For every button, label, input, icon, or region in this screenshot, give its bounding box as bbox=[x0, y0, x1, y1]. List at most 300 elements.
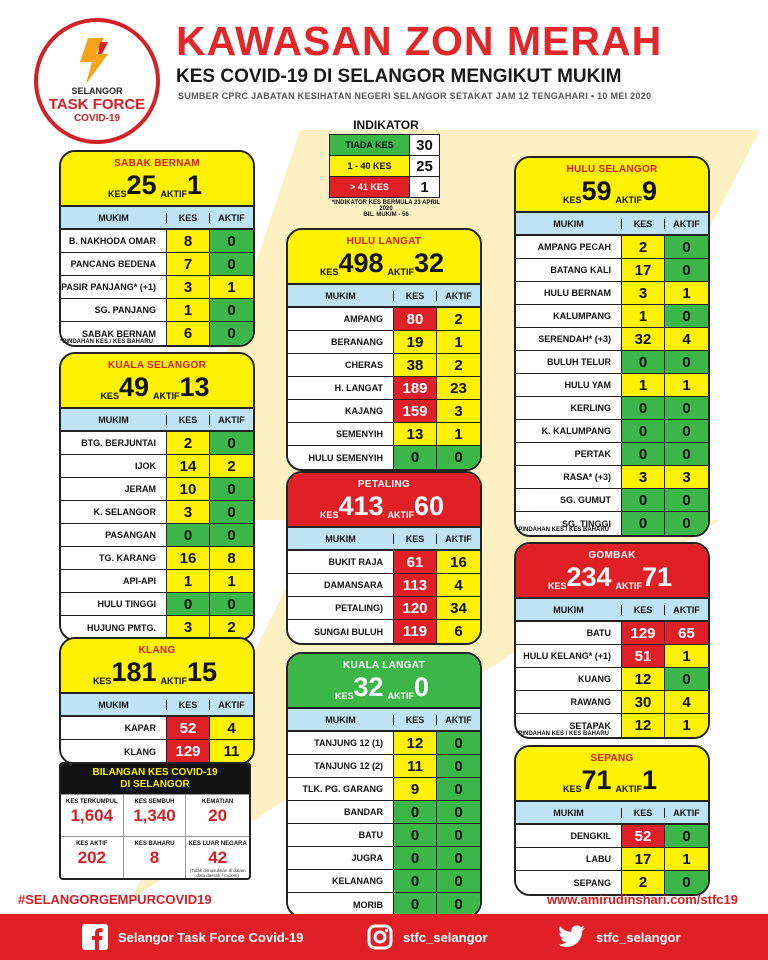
table-row bbox=[61, 253, 253, 276]
kes-value: 113 bbox=[393, 574, 436, 596]
note-hulu-selangor: *PINDAHAN KES / KES BAHARU bbox=[516, 527, 610, 533]
kes-value: 52 bbox=[166, 717, 209, 739]
aktif-value: 0 bbox=[436, 778, 480, 800]
column-header-row bbox=[288, 285, 480, 308]
col-aktif: AKTIF bbox=[664, 605, 708, 615]
aktif-label: AKTIF bbox=[615, 784, 643, 794]
district-aktif: 0 bbox=[414, 672, 430, 702]
kes-label: KES bbox=[100, 391, 119, 401]
district-name: SABAK BERNAM bbox=[114, 158, 200, 169]
aktif-value: 0 bbox=[209, 501, 253, 523]
district-totals bbox=[288, 673, 480, 701]
kes-value: 52 bbox=[621, 825, 664, 847]
district-header bbox=[288, 473, 480, 528]
indicator-value: 1 bbox=[410, 177, 440, 198]
table-row bbox=[61, 299, 253, 322]
district-panel-kuala-selangor bbox=[59, 352, 255, 641]
table-row bbox=[288, 620, 480, 643]
mukim-name: HULU KELANG* (+1) bbox=[523, 651, 611, 661]
logo-line1: SELANGOR bbox=[71, 86, 123, 96]
mukim-name: SG. GUMUT bbox=[560, 495, 611, 505]
district-kes: 181 bbox=[111, 657, 157, 687]
district-header bbox=[288, 654, 480, 709]
district-panel-klang bbox=[59, 637, 255, 765]
stat-cell bbox=[61, 794, 124, 836]
kes-value: 6 bbox=[166, 322, 209, 345]
table-row bbox=[61, 524, 253, 547]
aktif-value: 0 bbox=[209, 524, 253, 546]
district-aktif: 9 bbox=[642, 176, 658, 206]
table-row bbox=[288, 732, 480, 755]
col-kes: KES bbox=[166, 213, 209, 223]
aktif-value: 0 bbox=[436, 732, 480, 754]
table-row bbox=[288, 870, 480, 893]
col-kes: KES bbox=[393, 715, 436, 725]
mukim-name: KLANG bbox=[124, 746, 156, 757]
kes-label: KES bbox=[319, 267, 339, 277]
table-row bbox=[516, 259, 708, 282]
district-aktif: 71 bbox=[642, 562, 673, 592]
table-row bbox=[288, 801, 480, 824]
kes-value: 80 bbox=[393, 308, 436, 330]
table-row bbox=[288, 308, 480, 331]
aktif-value: 3 bbox=[436, 400, 480, 422]
mukim-name: HULU SEMENYIH bbox=[308, 452, 383, 463]
column-header-row bbox=[288, 528, 480, 551]
mukim-name: BATU bbox=[358, 830, 383, 840]
stat-value: 8 bbox=[149, 848, 160, 867]
aktif-label: AKTIF bbox=[387, 691, 415, 701]
kes-value: 0 bbox=[393, 893, 436, 916]
table-row bbox=[516, 691, 708, 714]
stat-value: 202 bbox=[77, 848, 107, 867]
stat-label: KES BAHARU bbox=[134, 841, 175, 847]
aktif-value: 1 bbox=[436, 331, 480, 353]
indicator-value: 30 bbox=[410, 135, 440, 156]
col-kes: KES bbox=[621, 605, 664, 615]
kes-value: 3 bbox=[166, 616, 209, 639]
aktif-label: AKTIF bbox=[387, 510, 415, 520]
col-mukim: MUKIM bbox=[553, 218, 584, 229]
kes-value: 3 bbox=[621, 282, 664, 304]
kes-value: 12 bbox=[621, 714, 664, 737]
district-panel-gombak bbox=[514, 542, 710, 739]
kes-value: 10 bbox=[166, 478, 209, 500]
table-row bbox=[288, 597, 480, 620]
aktif-value: 0 bbox=[436, 755, 480, 777]
aktif-value: 11 bbox=[209, 740, 253, 763]
aktif-value: 0 bbox=[209, 432, 253, 454]
table-row bbox=[516, 282, 708, 305]
table-row bbox=[516, 466, 708, 489]
indicator-row bbox=[330, 177, 440, 198]
mukim-name: SEPANG bbox=[573, 877, 611, 888]
aktif-value: 0 bbox=[209, 593, 253, 615]
col-kes: KES bbox=[166, 700, 209, 710]
aktif-value: 0 bbox=[209, 230, 253, 252]
kes-value: 3 bbox=[166, 276, 209, 298]
column-header-row bbox=[516, 802, 708, 825]
district-name: KUALA SELANGOR bbox=[107, 360, 207, 371]
col-aktif: AKTIF bbox=[436, 715, 480, 725]
district-kes: 25 bbox=[126, 170, 157, 200]
indicator-row bbox=[330, 135, 440, 156]
kes-value: 0 bbox=[621, 443, 664, 465]
mukim-name: TANJUNG 12 (2) bbox=[314, 761, 383, 771]
mukim-name: SERENDAH* (+3) bbox=[538, 334, 611, 344]
aktif-value: 4 bbox=[209, 717, 253, 739]
column-header-row bbox=[61, 207, 253, 230]
facebook-icon bbox=[82, 924, 108, 950]
mukim-name: SABAK BERNAM bbox=[82, 328, 156, 339]
stats-box bbox=[59, 762, 251, 880]
mukim-name: BUKIT RAJA bbox=[328, 557, 383, 567]
table-row bbox=[61, 740, 253, 763]
aktif-value: 0 bbox=[664, 489, 708, 511]
stat-label: KES TERKUMPUL bbox=[65, 799, 118, 805]
mukim-name: JUGRA bbox=[351, 853, 383, 863]
stat-value: 42 bbox=[208, 848, 228, 867]
indicator-note: *INDIKATOR KES BERMULA 23 APRIL 2020 BIL. MUKIM - 56 bbox=[331, 200, 441, 218]
aktif-value: 1 bbox=[209, 276, 253, 298]
aktif-value: 2 bbox=[436, 308, 480, 330]
aktif-value: 16 bbox=[436, 551, 480, 573]
district-header bbox=[516, 158, 708, 213]
district-panel-hulu-selangor bbox=[514, 156, 710, 537]
mukim-name: TLK. PG. GARANG bbox=[302, 784, 383, 794]
page-title: KAWASAN ZON MERAH bbox=[176, 18, 663, 64]
stat-value: 1,604 bbox=[70, 806, 114, 825]
district-totals bbox=[516, 177, 708, 205]
mukim-name: BULUH TELUR bbox=[547, 357, 611, 367]
aktif-value: 0 bbox=[664, 397, 708, 419]
mukim-name: LABU bbox=[586, 854, 611, 864]
mukim-name: SETAPAK bbox=[569, 720, 611, 731]
district-kes: 59 bbox=[581, 176, 612, 206]
table-row bbox=[516, 848, 708, 871]
table-row bbox=[61, 432, 253, 455]
district-aktif: 1 bbox=[642, 765, 658, 795]
district-kes: 413 bbox=[338, 491, 384, 521]
column-header-row bbox=[288, 709, 480, 732]
aktif-value: 2 bbox=[209, 455, 253, 477]
mukim-name: TANJUNG 12 (1) bbox=[314, 738, 383, 748]
col-aktif: AKTIF bbox=[209, 700, 253, 710]
mukim-name: B. NAKHODA OMAR bbox=[68, 236, 156, 246]
mukim-name: SUNGAI BULUH bbox=[314, 626, 383, 637]
kes-value: 2 bbox=[621, 236, 664, 258]
table-row bbox=[61, 547, 253, 570]
table-row bbox=[516, 420, 708, 443]
stat-cell bbox=[186, 836, 249, 880]
district-totals bbox=[61, 658, 253, 686]
indicator-row bbox=[330, 156, 440, 177]
aktif-value: 0 bbox=[436, 847, 480, 869]
mukim-name: KELANANG bbox=[332, 876, 383, 886]
aktif-value: 8 bbox=[209, 547, 253, 569]
mukim-name: TG. KARANG bbox=[99, 553, 156, 563]
district-header bbox=[61, 354, 253, 409]
kes-value: 3 bbox=[166, 501, 209, 523]
aktif-value: 0 bbox=[664, 305, 708, 327]
district-header bbox=[516, 747, 708, 802]
table-row bbox=[516, 305, 708, 328]
kes-value: 0 bbox=[166, 593, 209, 615]
table-row bbox=[61, 570, 253, 593]
col-mukim: MUKIM bbox=[553, 604, 584, 615]
aktif-value: 0 bbox=[436, 801, 480, 823]
col-mukim: MUKIM bbox=[553, 807, 584, 818]
website-link[interactable]: www.amirudinshari.com/stfc19 bbox=[547, 892, 738, 907]
district-totals bbox=[516, 563, 708, 591]
mukim-name: CHERAS bbox=[344, 360, 383, 370]
instagram-icon bbox=[367, 924, 393, 950]
district-totals bbox=[61, 373, 253, 401]
district-aktif: 60 bbox=[414, 491, 445, 521]
kes-value: 0 bbox=[621, 351, 664, 373]
district-panel-kuala-langat bbox=[286, 652, 482, 918]
stats-title: BILANGAN KES COVID-19 DI SELANGOR bbox=[61, 764, 249, 794]
table-row bbox=[516, 622, 708, 645]
aktif-value: 0 bbox=[209, 253, 253, 275]
stat-label: KEMATIAN bbox=[202, 799, 234, 805]
kes-label: KES bbox=[319, 510, 339, 520]
district-header bbox=[61, 152, 253, 207]
mukim-name: KERLING bbox=[570, 403, 611, 413]
kes-value: 1 bbox=[166, 570, 209, 592]
column-header-row bbox=[516, 599, 708, 622]
logo-line3: COVID-19 bbox=[73, 113, 121, 124]
table-row bbox=[516, 489, 708, 512]
aktif-value: 2 bbox=[209, 616, 253, 639]
aktif-value: 0 bbox=[664, 351, 708, 373]
logo-line2: TASK FORCE bbox=[48, 96, 146, 113]
aktif-value: 4 bbox=[664, 691, 708, 713]
mukim-name: KUANG bbox=[578, 674, 611, 684]
col-kes: KES bbox=[393, 534, 436, 544]
district-totals bbox=[288, 249, 480, 277]
mukim-name: H. LANGAT bbox=[334, 383, 383, 393]
district-panel-sabak-bernam bbox=[59, 150, 255, 347]
kes-value: 129 bbox=[166, 740, 209, 763]
col-aktif: AKTIF bbox=[209, 415, 253, 425]
kes-value: 189 bbox=[393, 377, 436, 399]
kes-value: 12 bbox=[393, 732, 436, 754]
kes-value: 51 bbox=[621, 645, 664, 667]
aktif-value: 1 bbox=[664, 714, 708, 737]
table-row bbox=[288, 354, 480, 377]
aktif-value: 6 bbox=[436, 620, 480, 643]
table-row bbox=[61, 616, 253, 639]
twitter-link[interactable]: stfc_selangor bbox=[558, 924, 681, 950]
table-row bbox=[61, 276, 253, 299]
district-name: GOMBAK bbox=[588, 550, 636, 561]
kes-value: 159 bbox=[393, 400, 436, 422]
table-row bbox=[288, 755, 480, 778]
col-mukim: MUKIM bbox=[98, 212, 129, 223]
district-name: KLANG bbox=[138, 645, 176, 656]
district-header bbox=[516, 544, 708, 599]
kes-label: KES bbox=[334, 691, 354, 701]
aktif-value: 23 bbox=[436, 377, 480, 399]
aktif-value: 0 bbox=[436, 824, 480, 846]
kes-value: 11 bbox=[393, 755, 436, 777]
kes-label: KES bbox=[107, 189, 127, 199]
table-row bbox=[288, 824, 480, 847]
district-header bbox=[61, 639, 253, 694]
column-header-row bbox=[516, 213, 708, 236]
stat-value: 20 bbox=[208, 806, 228, 825]
kes-value: 0 bbox=[621, 420, 664, 442]
aktif-label: AKTIF bbox=[615, 581, 643, 591]
mukim-name: BTG. BERJUNTAI bbox=[81, 438, 156, 448]
district-aktif: 1 bbox=[187, 170, 203, 200]
table-row bbox=[288, 377, 480, 400]
aktif-value: 0 bbox=[436, 893, 480, 916]
table-row bbox=[288, 551, 480, 574]
kes-value: 0 bbox=[393, 824, 436, 846]
table-row bbox=[288, 331, 480, 354]
aktif-value: 3 bbox=[664, 466, 708, 488]
mukim-name: PETALING) bbox=[335, 603, 383, 613]
mukim-name: HULU YAM bbox=[564, 380, 611, 390]
aktif-label: AKTIF bbox=[387, 267, 415, 277]
bolt-icon bbox=[78, 38, 116, 84]
kes-value: 129 bbox=[621, 622, 664, 644]
aktif-value: 0 bbox=[664, 443, 708, 465]
aktif-value: 0 bbox=[436, 446, 480, 469]
kes-value: 16 bbox=[166, 547, 209, 569]
table-row bbox=[516, 825, 708, 848]
district-kes: 71 bbox=[581, 765, 612, 795]
mukim-name: HULU BERNAM bbox=[544, 288, 611, 298]
district-aktif: 15 bbox=[187, 657, 218, 687]
table-row bbox=[516, 871, 708, 894]
kes-label: KES bbox=[547, 581, 567, 591]
mukim-name: RAWANG bbox=[570, 697, 611, 707]
table-row bbox=[288, 446, 480, 469]
kes-value: 17 bbox=[621, 259, 664, 281]
mukim-name: KAJANG bbox=[344, 406, 383, 416]
facebook-link[interactable]: Selangor Task Force Covid-19 bbox=[82, 924, 303, 950]
mukim-name: JERAM bbox=[124, 484, 156, 494]
mukim-name: PASIR PANJANG* (+1) bbox=[61, 282, 156, 292]
district-aktif: 32 bbox=[414, 248, 445, 278]
mukim-name: RASA* (+3) bbox=[563, 472, 611, 482]
table-row bbox=[288, 893, 480, 916]
kes-label: KES bbox=[92, 676, 112, 686]
instagram-link[interactable]: stfc_selangor bbox=[367, 924, 488, 950]
mukim-name: KAPAR bbox=[124, 723, 156, 733]
aktif-value: 0 bbox=[664, 236, 708, 258]
note-sabak-bernam: *PINDAHAN KES / KES BAHARU bbox=[60, 339, 154, 345]
district-name: HULU LANGAT bbox=[346, 236, 422, 247]
aktif-value: 4 bbox=[664, 328, 708, 350]
page-subtitle: KES COVID-19 DI SELANGOR MENGIKUT MUKIM bbox=[176, 66, 622, 87]
district-kes: 49 bbox=[118, 372, 149, 402]
mukim-name: BATANG KALI bbox=[550, 265, 611, 275]
aktif-value: 2 bbox=[436, 354, 480, 376]
indicator-label: 1 - 40 KES bbox=[330, 156, 410, 177]
kes-value: 0 bbox=[393, 446, 436, 469]
table-row bbox=[61, 501, 253, 524]
kes-value: 38 bbox=[393, 354, 436, 376]
aktif-value: 0 bbox=[664, 512, 708, 535]
stat-cell bbox=[124, 836, 187, 880]
mukim-name: K. SELANGOR bbox=[93, 507, 156, 517]
kes-value: 1 bbox=[166, 299, 209, 321]
aktif-value: 0 bbox=[664, 420, 708, 442]
mukim-name: DENGKIL bbox=[570, 831, 611, 841]
indicator-label: > 41 KES bbox=[330, 177, 410, 198]
kes-value: 30 bbox=[621, 691, 664, 713]
col-kes: KES bbox=[393, 291, 436, 301]
district-kes: 234 bbox=[566, 562, 612, 592]
indicator-label: TIADA KES bbox=[330, 135, 410, 156]
kes-value: 32 bbox=[621, 328, 664, 350]
kes-value: 120 bbox=[393, 597, 436, 619]
kes-value: 119 bbox=[393, 620, 436, 643]
table-row bbox=[516, 443, 708, 466]
kes-value: 14 bbox=[166, 455, 209, 477]
mukim-name: DAMANSARA bbox=[324, 580, 383, 590]
mukim-name: AMPANG bbox=[343, 314, 383, 324]
aktif-value: 0 bbox=[664, 825, 708, 847]
aktif-value: 0 bbox=[436, 870, 480, 892]
col-aktif: AKTIF bbox=[436, 291, 480, 301]
district-kes: 32 bbox=[353, 672, 384, 702]
aktif-value: 0 bbox=[664, 259, 708, 281]
mukim-name: K. KALUMPANG bbox=[541, 426, 611, 436]
table-row bbox=[288, 400, 480, 423]
mukim-name: MORIB bbox=[353, 899, 383, 910]
kes-value: 0 bbox=[393, 847, 436, 869]
col-mukim: MUKIM bbox=[325, 533, 356, 544]
table-row bbox=[516, 328, 708, 351]
aktif-value: 0 bbox=[209, 299, 253, 321]
stat-label: KES AKTIF bbox=[76, 841, 108, 847]
kes-value: 13 bbox=[393, 423, 436, 445]
district-name: PETALING bbox=[357, 479, 411, 490]
kes-value: 2 bbox=[621, 871, 664, 894]
mukim-name: KALUMPANG bbox=[553, 311, 611, 321]
district-totals bbox=[288, 492, 480, 520]
kes-label: KES bbox=[562, 195, 582, 205]
kes-value: 0 bbox=[166, 524, 209, 546]
col-aktif: AKTIF bbox=[664, 808, 708, 818]
district-name: HULU SELANGOR bbox=[566, 164, 658, 175]
col-aktif: AKTIF bbox=[436, 534, 480, 544]
aktif-label: AKTIF bbox=[160, 676, 188, 686]
footer-bar bbox=[0, 914, 768, 960]
aktif-label: AKTIF bbox=[153, 391, 180, 401]
note-gombak: *PINDAHAN KES / KES BAHARU bbox=[516, 731, 610, 737]
aktif-label: AKTIF bbox=[160, 189, 188, 199]
mukim-name: HUJUNG PMTG. bbox=[86, 622, 156, 633]
table-row bbox=[516, 668, 708, 691]
kes-value: 0 bbox=[393, 870, 436, 892]
mukim-name: IJOK bbox=[134, 461, 156, 471]
col-aktif: AKTIF bbox=[664, 219, 708, 229]
kes-value: 61 bbox=[393, 551, 436, 573]
mukim-name: PANCANG BEDENA bbox=[70, 259, 156, 269]
table-row bbox=[61, 455, 253, 478]
col-kes: KES bbox=[621, 808, 664, 818]
table-row bbox=[288, 847, 480, 870]
kes-value: 1 bbox=[621, 374, 664, 396]
table-row bbox=[516, 236, 708, 259]
mukim-name: BERANANG bbox=[330, 337, 383, 347]
